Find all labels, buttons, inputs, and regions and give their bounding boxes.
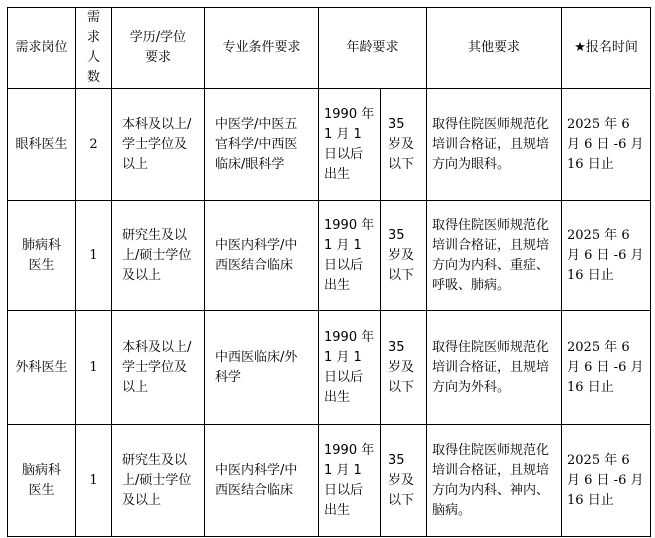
position-cell: 眼科医生 [8, 89, 76, 201]
table-row [8, 201, 651, 311]
table-row [8, 311, 651, 425]
count-cell: 1 [76, 425, 112, 537]
header-registration-time: ★报名时间 [562, 8, 651, 89]
header-count: 需求人数 [76, 8, 112, 89]
major-cell: 中医内科学/中西医结合临床 [205, 425, 319, 537]
table-header-row [8, 8, 651, 89]
count-cell: 1 [76, 201, 112, 311]
count-cell: 1 [76, 311, 112, 425]
registration-time-cell: 2025 年 6 月 6 日 -6 月 16 日止 [562, 89, 651, 201]
header-position: 需求岗位 [8, 8, 76, 89]
education-cell: 本科及以上/学士学位及以上 [112, 89, 205, 201]
header-major: 专业条件要求 [205, 8, 319, 89]
header-age: 年龄要求 [319, 8, 427, 89]
position-cell: 脑病科医生 [8, 425, 76, 537]
major-cell: 中西医临床/外科学 [205, 311, 319, 425]
age-cell: 35 岁及以下 [381, 311, 427, 425]
header-other: 其他要求 [427, 8, 562, 89]
table-row [8, 425, 651, 537]
birth-cell: 1990 年 1 月 1 日以后出生 [319, 425, 381, 537]
registration-time-cell: 2025 年 6 月 6 日 -6 月 16 日止 [562, 425, 651, 537]
major-cell: 中医学/中医五官科学/中西医临床/眼科学 [205, 89, 319, 201]
registration-time-cell: 2025 年 6 月 6 日 -6 月 16 日止 [562, 311, 651, 425]
other-requirement-cell: 取得住院医师规范化培训合格证，且规培方向为眼科。 [427, 89, 562, 201]
count-cell: 2 [76, 89, 112, 201]
age-cell: 35 岁及以下 [381, 425, 427, 537]
registration-time-cell: 2025 年 6 月 6 日 -6 月 16 日止 [562, 201, 651, 311]
position-cell: 外科医生 [8, 311, 76, 425]
other-requirement-cell: 取得住院医师规范化培训合格证，且规培方向为内科、神内、脑病。 [427, 425, 562, 537]
table-row [8, 89, 651, 201]
header-education: 学历/学位要求 [112, 8, 205, 89]
major-cell: 中医内科学/中西医结合临床 [205, 201, 319, 311]
age-cell: 35 岁及以下 [381, 201, 427, 311]
birth-cell: 1990 年 1 月 1 日以后出生 [319, 201, 381, 311]
recruitment-table [7, 7, 651, 537]
other-requirement-cell: 取得住院医师规范化培训合格证，且规培方向为内科、重症、呼吸、肺病。 [427, 201, 562, 311]
birth-cell: 1990 年 1 月 1 日以后出生 [319, 89, 381, 201]
position-cell: 肺病科医生 [8, 201, 76, 311]
birth-cell: 1990 年 1 月 1 日以后出生 [319, 311, 381, 425]
other-requirement-cell: 取得住院医师规范化培训合格证，且规培方向为外科。 [427, 311, 562, 425]
education-cell: 研究生及以上/硕士学位及以上 [112, 425, 205, 537]
education-cell: 本科及以上/学士学位及以上 [112, 311, 205, 425]
age-cell: 35 岁及以下 [381, 89, 427, 201]
education-cell: 研究生及以上/硕士学位及以上 [112, 201, 205, 311]
